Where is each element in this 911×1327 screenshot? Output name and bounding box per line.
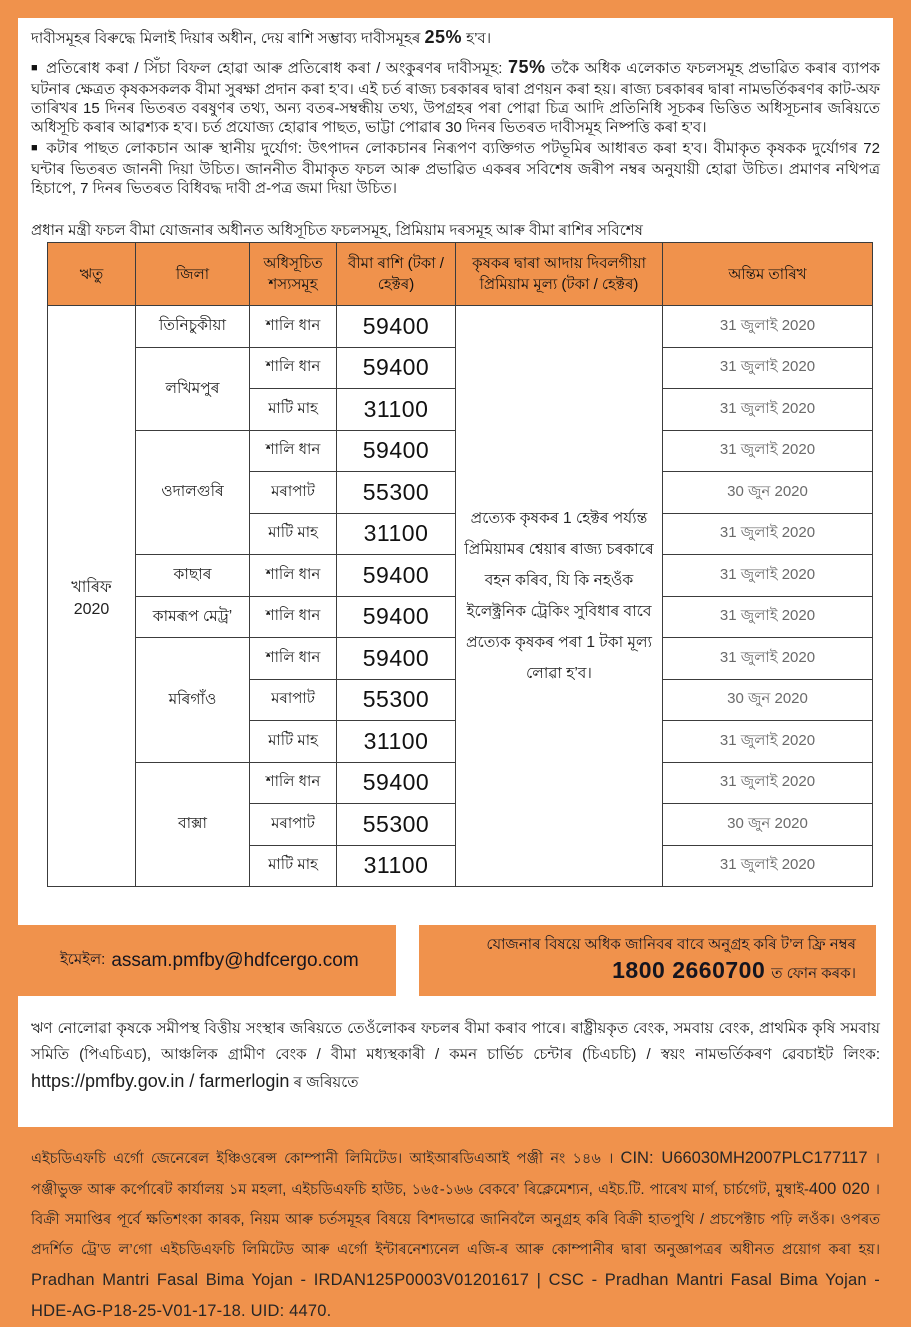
last-date-cell: 31 জুলাই 2020	[663, 430, 873, 472]
pmfby-website-link: https://pmfby.gov.in / farmerlogin	[31, 1071, 290, 1091]
sum-insured-cell: 59400	[337, 306, 456, 348]
bullet-square-icon: ■	[31, 142, 40, 154]
sum-insured-cell: 31100	[337, 513, 456, 555]
claims-payable-note	[31, 28, 880, 48]
last-date-cell: 30 জুন 2020	[663, 679, 873, 721]
prevented-sowing-percentage: 75%	[507, 57, 546, 77]
header-last-date: অন্তিম তাৰিখ	[663, 243, 873, 306]
sum-insured-cell: 59400	[337, 596, 456, 638]
last-date-cell: 31 জুলাই 2020	[663, 389, 873, 431]
crop-cell: শালি ধান	[250, 430, 337, 472]
tollfree-contact-box	[419, 925, 876, 996]
sum-insured-cell: 31100	[337, 721, 456, 763]
header-crops: অধিসূচিত শস্যসমূহ	[250, 243, 337, 306]
header-district: জিলা	[136, 243, 250, 306]
enrollment-text: ঋণ নোলোৱা কৃষকে সমীপস্থ বিত্তীয় সংস্থাৰ জৰিয়তে তেওঁলোকৰ ফচলৰ বীমা কৰাব পাৰে। ৰাষ্ট্ৰীয়কৃত বেংক, সমবায় বেংক, প্ৰাথমিক কৃষি সমবায় সমিতি (পিএচিএচ), আঞ্চলিক গ্ৰামীণ বেংক / বীমা মধ্যস্থকাৰী / কমন চাৰ্ভিচ চেন্টাৰ (চিএচচি) / স্বয়ং নামভৰ্তিকৰণ ৱেবচাইট লিংক:	[31, 1020, 880, 1063]
last-date-cell: 31 জুলাই 2020	[663, 638, 873, 680]
district-cell: তিনিচুকীয়া	[136, 306, 250, 348]
last-date-cell: 31 জুলাই 2020	[663, 845, 873, 887]
tollfree-number: 1800 2660700	[612, 956, 766, 983]
district-cell: লখিমপুৰ	[136, 347, 250, 430]
email-address: assam.pmfby@hdfcergo.com	[111, 949, 359, 971]
district-cell: মৰিগাঁও	[136, 638, 250, 763]
crop-cell: শালি ধান	[250, 762, 337, 804]
prevented-sowing-text: প্ৰতিৰোধ কৰা / সিঁচা বিফল হোৱা আৰু প্ৰতিৰোধ কৰা / অংকুৰণৰ দাবীসমূহ:	[46, 60, 508, 77]
last-date-cell: 31 জুলাই 2020	[663, 513, 873, 555]
last-date-cell: 31 জুলাই 2020	[663, 555, 873, 597]
header-season: ঋতু	[48, 243, 136, 306]
table-header-row	[48, 243, 873, 306]
footer-pincode: 400 020	[808, 1180, 870, 1198]
prevented-sowing-note	[31, 58, 880, 137]
footer-disclaimer-text: । বিক্ৰী সমাপ্তিৰ পূৰ্বে ক্ষতিশংকা কাৰক, নিয়ম আৰু চৰ্তসমূহৰ বিষয়ে বিশদভাৱে জানিবলৈ অনুগ্ৰহ কৰি বিক্ৰী হাতপুথি / প্ৰচপেক্টাচ পঢ়ি লওঁক। ওপৰত প্ৰদৰ্শিত ট্ৰে’ড ল’গো এইচডিএফচি লিমিটেড আৰু এৰ্গো ইন্টাৰনেশ্যনেল এজি-ৰ আৰু কোম্পানীৰ দ্বাৰা অনুজ্ঞাপত্ৰৰ অধীনত প্ৰয়োগ কৰা হয়।	[31, 1182, 880, 1258]
season-cell: খাৰিফ 2020	[48, 306, 136, 887]
crop-cell: শালি ধান	[250, 555, 337, 597]
post-harvest-loss-note	[31, 139, 880, 198]
footer-cin: CIN: U66030MH2007PLC177117	[620, 1149, 868, 1167]
crop-cell: মাটি মাহ	[250, 389, 337, 431]
crops-premium-table	[47, 242, 873, 887]
sum-insured-cell: 59400	[337, 762, 456, 804]
premium-note-cell: প্ৰত্যেক কৃষকৰ 1 হেক্টৰ পৰ্য্যন্ত প্ৰিমিয়ামৰ শ্বেয়াৰ ৰাজ্য চৰকাৰে বহন কৰিব, যি কি নহওঁক ইলেক্ট্ৰনিক ট্ৰেকিং সুবিধাৰ বাবে প্ৰত্যেক কৃষকৰ পৰা 1 টকা মূল্য লোৱা হ’ব।	[456, 306, 663, 887]
enrollment-note	[31, 1016, 880, 1096]
table-row	[48, 306, 873, 348]
last-date-cell: 31 জুলাই 2020	[663, 762, 873, 804]
legal-footer	[31, 1143, 880, 1327]
content-panel	[18, 18, 893, 1127]
district-cell: ওদালগুৰি	[136, 430, 250, 555]
crop-cell: শালি ধান	[250, 347, 337, 389]
crop-cell: মৰাপাট	[250, 679, 337, 721]
sum-insured-cell: 31100	[337, 845, 456, 887]
sum-insured-cell: 55300	[337, 804, 456, 846]
last-date-cell: 30 জুন 2020	[663, 472, 873, 514]
last-date-cell: 30 জুন 2020	[663, 804, 873, 846]
crop-cell: মাটি মাহ	[250, 721, 337, 763]
sum-insured-cell: 55300	[337, 679, 456, 721]
post-harvest-loss-text: কটাৰ পাছত লোকচান আৰু স্থানীয় দুৰ্যোগ: উৎপাদন লোকচানৰ নিৰূপণ ব্যক্তিগত পটভূমিৰ আধাৰত কৰা হ’ব। বীমাকৃত কৃষকক দুৰ্যোগৰ 72 ঘন্টাৰ ভিতৰত জাননী দিয়া উচিত। জাননীত বীমাকৃত ফচল আৰু প্ৰভাৱিত একৰৰ সবিশেষ জৰীপ নম্বৰ অনুযায়ী হোৱা উচিত। প্ৰমাণৰ নথিপত্ৰ হিচাপে, 7 দিনৰ ভিতৰত বিধিবদ্ধ দাবী প্ৰ-পত্ৰ জমা দিয়া উচিত।	[31, 140, 880, 197]
tollfree-suffix: ত ফোন কৰক।	[771, 964, 856, 982]
tollfree-intro-text: যোজনাৰ বিষয়ে অধিক জানিবৰ বাবে অনুগ্ৰহ কৰি ট’ল ফ্ৰি নম্বৰ	[486, 935, 856, 953]
sum-insured-cell: 31100	[337, 389, 456, 431]
crop-cell: মৰাপাট	[250, 804, 337, 846]
district-cell: বাক্সা	[136, 762, 250, 887]
district-cell: কামৰূপ মেট্ৰ’	[136, 596, 250, 638]
crop-cell: মৰাপাট	[250, 472, 337, 514]
table-intro-line: প্ৰধান মন্ত্ৰী ফচল বীমা যোজনাৰ অধীনত অধিসূচিত ফচলসমূহ, প্ৰিমিয়াম দৰসমূহ আৰু বীমা ৰাশিৰ সবিশেষ	[31, 222, 643, 239]
footer-company-text: এইচডিএফচি এৰ্গো জেনেৰেল ইঞ্চিওৰেন্স কোম্পানী লিমিটেড। আইআৰডিএআই পঞ্জী নং ১৪৬ ।	[31, 1151, 621, 1167]
tollfree-number-line	[612, 956, 856, 988]
sum-insured-cell: 59400	[337, 638, 456, 680]
last-date-cell: 31 জুলাই 2020	[663, 347, 873, 389]
crop-cell: শালি ধান	[250, 596, 337, 638]
sum-insured-cell: 59400	[337, 347, 456, 389]
prevented-sowing-tail: তকৈ অধিক এলেকাত ফচলসমূহ প্ৰভাৱিত কৰাৰ ব্যাপক ঘটনাৰ ক্ষেত্ৰত কৃষকসকলক বীমা সুৰক্ষা প্ৰদান কৰা হ’ব। এই চৰ্ত ৰাজ্য চৰকাৰৰ দ্বাৰা প্ৰণয়ন কৰা হয়। ৰাজ্য চৰকাৰৰ দ্বাৰা নামভৰ্তিকৰণৰ কাট-অফ তাৰিখৰ 15 দিনৰ ভিতৰত বৰষুণৰ তথ্য, অন্য বতৰ-সম্বন্ধীয় তথ্য, উপগ্ৰহৰ পৰা পোৱা চিত্ৰ আদি প্ৰতিনিধি সূচকৰ ভিত্তিত অধিসূচনাৰ জৰিয়তে অধিসূচি কৰাৰ আৱশ্যক হ’ব। চৰ্ত প্ৰযোজ্য হোৱাৰ পাছত, ভাট্টা পোৱাৰ 30 দিনৰ ভিতৰত দাবীসমূহ নিষ্পত্তি কৰা হ’ব।	[31, 60, 880, 136]
header-premium: কৃষকৰ দ্বাৰা আদায় দিবলগীয়া প্ৰিমিয়াম মূল্য (টকা / হেক্টৰ)	[456, 243, 663, 306]
claims-payable-tail: হ’ব।	[462, 30, 492, 47]
crop-cell: শালি ধান	[250, 306, 337, 348]
crop-cell: মাটি মাহ	[250, 845, 337, 887]
email-label: ইমেইল:	[60, 951, 106, 968]
crop-cell: শালি ধান	[250, 638, 337, 680]
enrollment-tail: ৰ জৰিয়তে	[289, 1074, 359, 1091]
last-date-cell: 31 জুলাই 2020	[663, 596, 873, 638]
bullet-square-icon: ■	[31, 62, 40, 74]
claims-percentage: 25%	[424, 27, 463, 47]
sum-insured-cell: 55300	[337, 472, 456, 514]
district-cell: কাছাৰ	[136, 555, 250, 597]
last-date-cell: 31 জুলাই 2020	[663, 306, 873, 348]
email-contact-box	[18, 925, 396, 996]
sum-insured-cell: 59400	[337, 430, 456, 472]
footer-address-text: । পঞ্জীভুক্ত আৰু কৰ্পোৰেট কাৰ্যালয় ১ম মহলা, এইচডিএফচি হাউচ, ১৬৫-১৬৬ বেকবে’ ৰিক্লেমেশ্যন, এইচ.টি. পাৰেখ মাৰ্গ, চাৰ্চগেট, মুম্বাই-	[31, 1151, 880, 1198]
footer-product-uid: Pradhan Mantri Fasal Bima Yojan - IRDAN125P0003V01201617 | CSC - Pradhan Mantri Fasal Bima Yojan - HDE-AG-P18-25-V01-17-18. UID: 4470.	[31, 1271, 880, 1320]
header-sum-insured: বীমা ৰাশি (টকা / হেক্টৰ)	[337, 243, 456, 306]
sum-insured-cell: 59400	[337, 555, 456, 597]
crop-cell: মাটি মাহ	[250, 513, 337, 555]
claims-payable-text: দাবীসমূহৰ বিৰুদ্ধে মিলাই দিয়াৰ অধীন, দেয় ৰাশি সম্ভাব্য দাবীসমূহৰ	[31, 30, 425, 47]
last-date-cell: 31 জুলাই 2020	[663, 721, 873, 763]
